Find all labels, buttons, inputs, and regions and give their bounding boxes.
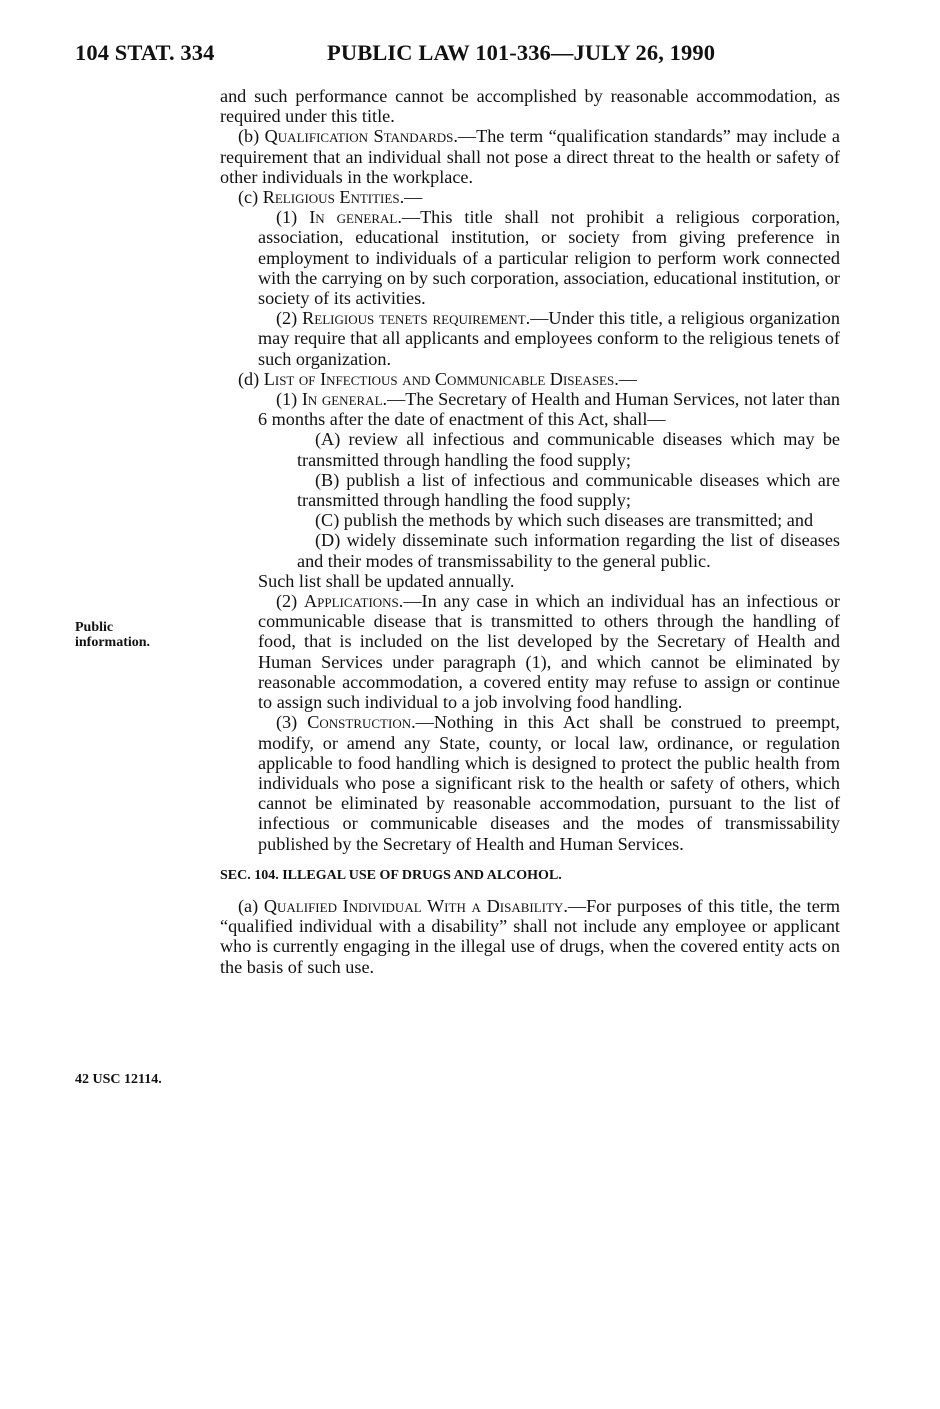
paragraph-heading: Construction <box>307 712 412 733</box>
paragraph: and such performance cannot be accomplished by reasonable accommodation, as required under this title. <box>220 86 840 127</box>
margin-note-usc: 42 USC 12114. <box>75 1072 162 1087</box>
clause-a: (A) review all infectious and communicable diseases which may be transmitted through handling the food supply; <box>297 429 840 470</box>
clause-d: (D) widely disseminate such information regarding the list of diseases and their modes of transmissability to the general public. <box>297 530 840 571</box>
paragraph-c2: (2) Religious tenets requirement.—Under this title, a religious organization may require that all applicants and employees conform to the religious tenets of such organization. <box>258 308 840 369</box>
subsection-heading: Religious Entities <box>262 187 400 208</box>
margin-note-line: Public <box>75 620 114 635</box>
statute-body <box>220 86 840 977</box>
page-header <box>75 40 840 70</box>
paragraph-heading: Applications <box>304 591 399 612</box>
stat-citation: 104 STAT. 334 <box>75 40 215 65</box>
subsection-c: (c) Religious Entities.— <box>238 187 423 208</box>
clause-b: (B) publish a list of infectious and communicable diseases which are transmitted through handling the food supply; <box>297 469 840 511</box>
section-heading: SEC. 104. ILLEGAL USE OF DRUGS AND ALCOHOL. <box>220 867 562 883</box>
subsection-heading: List of Infectious and Communicable Diseases <box>263 368 615 389</box>
subsection-a: (a) Qualified Individual With a Disability.—For purposes of this title, the term “qualified individual with a disability” shall not include any employee or applicant who is currently engaging in the illegal use of drugs, when the covered entity acts on the basis of such use. <box>220 895 841 977</box>
subsection-heading: Qualification Standards <box>264 126 454 147</box>
paragraph-heading: Religious tenets requirement <box>302 308 526 329</box>
paragraph-heading: In general <box>301 389 383 410</box>
subsection-b: (b) Qualification Standards.—The term “qualification standards” may include a requirement that an individual shall not pose a direct threat to the health or safety of other individuals in the workplace. <box>220 126 840 187</box>
paragraph-c1: (1) In general.—This title shall not prohibit a religious corporation, association, educational institution, or society from giving preference in employment to individuals of a particular religion to perform work connected with the carrying on by such corporation, association, educational institution, or society of its activities. <box>258 207 840 309</box>
subsection-heading: Qualified Individual With a Disability <box>263 895 564 916</box>
margin-note-line: information. <box>75 635 151 650</box>
paragraph-d1: (1) In general.—The Secretary of Health and Human Services, not later than 6 months after the date of enactment of this Act, shall— <box>258 389 840 430</box>
margin-note-public-information <box>75 620 150 650</box>
clause-c: (C) publish the methods by which such diseases are transmitted; and <box>315 510 814 531</box>
subsection-d: (d) List of Infectious and Communicable Diseases.— <box>238 368 637 389</box>
update-sentence: Such list shall be updated annually. <box>258 570 515 591</box>
paragraph-d2: (2) Applications.—In any case in which an individual has an infectious or communicable disease that is transmitted to others through the handling of food, that is included on the list developed by the Secretary of Health and Human Services under paragraph (1), and which cannot be eliminated by reasonable accommodation, a covered entity may refuse to assign or continue to assign such individual to a job involving food handling. <box>258 591 840 713</box>
public-law-title: PUBLIC LAW 101-336—JULY 26, 1990 <box>327 40 716 65</box>
paragraph-heading: In general <box>309 207 398 228</box>
paragraph-d3: (3) Construction.—Nothing in this Act shall be construed to preempt, modify, or amend any State, county, or local law, ordinance, or regulation applicable to food handling which is designed to protect the public health from individuals who pose a significant risk to the health or safety of others, which cannot be eliminated by reasonable accommodation, pursuant to the list of infectious or communicable diseases and the modes of transmissability published by the Secretary of Health and Human Services. <box>258 712 840 854</box>
